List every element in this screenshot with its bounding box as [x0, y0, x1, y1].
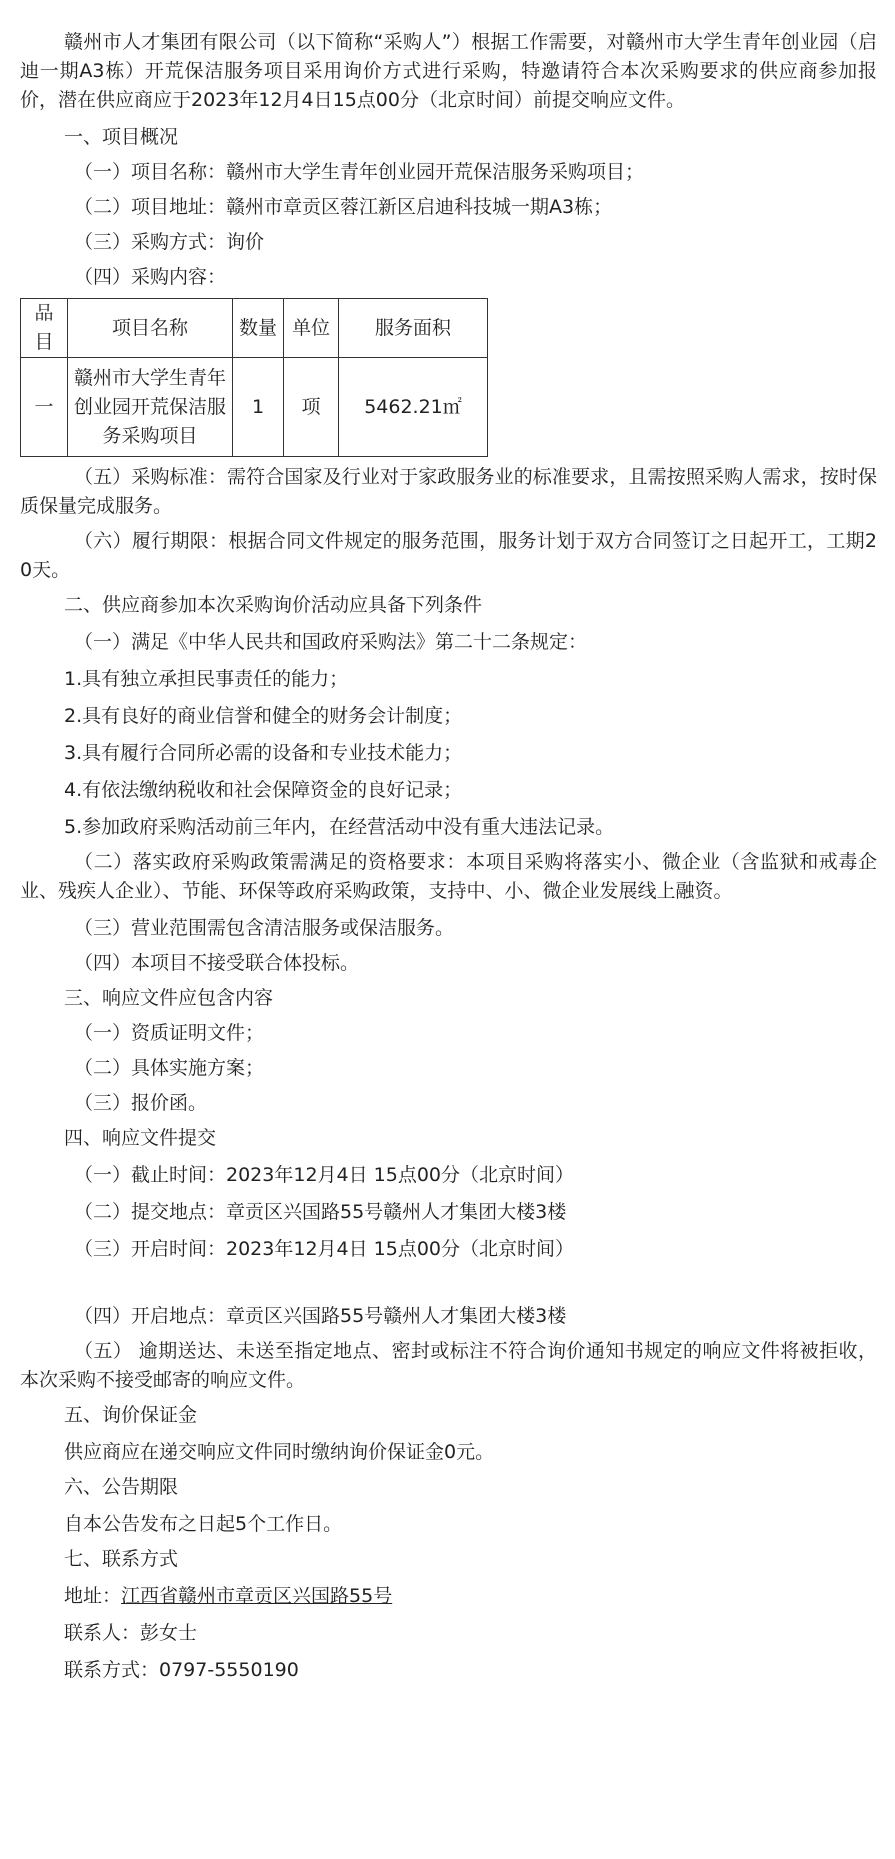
performance-period: （六）履行期限：根据合同文件规定的服务范围，服务计划于双方合同签订之日起开工，工期20天。 — [20, 530, 877, 581]
business-scope: （三）营业范围需包含清洁服务或保洁服务。 — [74, 917, 455, 939]
intro-paragraph: 赣州市人才集团有限公司（以下简称“采购人”）根据工作需要，对赣州市大学生青年创业园（启迪一期A3栋）开荒保洁服务项目采用询价方式进行采购，特邀请符合本次采购要求的供应商参加报价，潜在供应商应于2023年12月4日15点00分（北京时间）前提交响应文件。 — [20, 31, 877, 111]
procurement-table — [20, 298, 488, 457]
section-heading-deposit: 五、询价保证金 — [64, 1404, 198, 1426]
procurement-content: （四）采购内容： — [74, 266, 227, 288]
address-link[interactable]: 江西省赣州市章贡区兴国路55号 — [121, 1585, 393, 1607]
rejection-note: （五） 逾期送达、未送至指定地点、密封或标注不符合询价通知书规定的响应文件将被拒收，本次采购不接受邮寄的响应文件。 — [20, 1340, 877, 1391]
law-requirement: （一）满足《中华人民共和国政府采购法》第二十二条规定： — [74, 631, 588, 653]
section-heading-conditions: 二、供应商参加本次采购询价活动应具备下列条件 — [64, 594, 483, 616]
table-cell: 赣州市大学生青年创业园开荒保洁服务采购项目 — [68, 358, 233, 457]
table-cell: 项 — [284, 358, 339, 457]
table-cell: 5462.21㎡ — [339, 358, 488, 457]
document-item: （三）报价函。 — [74, 1092, 208, 1114]
deposit-text: 供应商应在递交响应文件同时缴纳询价保证金0元。 — [64, 1441, 495, 1463]
table-row — [21, 358, 488, 457]
condition-item: 1.具有独立承担民事责任的能力； — [64, 668, 349, 690]
opening-place: （四）开启地点：章贡区兴国路55号赣州人才集团大楼3楼 — [74, 1305, 567, 1327]
document-item: （一）资质证明文件； — [74, 1022, 265, 1044]
condition-item: 3.具有履行合同所必需的设备和专业技术能力； — [64, 742, 463, 764]
table-header-cell: 品目 — [21, 299, 68, 358]
table-cell: 一 — [21, 358, 68, 457]
condition-item: 5.参加政府采购活动前三年内，在经营活动中没有重大违法记录。 — [64, 816, 615, 838]
contact-phone: 联系方式：0797-5550190 — [64, 1659, 299, 1681]
section-heading-overview: 一、项目概况 — [64, 126, 179, 148]
policy-requirement: （二）落实政府采购政策需满足的资格要求：本项目采购将落实小、微企业（含监狱和戒毒企业、残疾人企业）、节能、环保等政府采购政策，支持中、小、微企业发展线上融资。 — [20, 851, 877, 902]
section-heading-documents: 三、响应文件应包含内容 — [64, 987, 274, 1009]
procurement-method: （三）采购方式：询价 — [74, 231, 265, 253]
table-header-cell: 单位 — [284, 299, 339, 358]
opening-time: （三）开启时间：2023年12月4日 15点00分（北京时间） — [74, 1238, 575, 1260]
table-cell: 1 — [233, 358, 284, 457]
project-name: （一）项目名称：赣州市大学生青年创业园开荒保洁服务采购项目； — [74, 161, 645, 183]
procurement-standard: （五）采购标准：需符合国家及行业对于家政服务业的标准要求，且需按照采购人需求，按时保质保量完成服务。 — [20, 466, 877, 517]
section-heading-contact: 七、联系方式 — [64, 1548, 179, 1570]
table-header-cell: 数量 — [233, 299, 284, 358]
submission-place: （二）提交地点：章贡区兴国路55号赣州人才集团大楼3楼 — [74, 1201, 567, 1223]
blank-spacer — [20, 1264, 877, 1302]
table-header-row — [21, 299, 488, 358]
submission-deadline: （一）截止时间：2023年12月4日 15点00分（北京时间） — [74, 1164, 575, 1186]
address-label: 地址： — [64, 1585, 122, 1607]
table-header-cell: 项目名称 — [68, 299, 233, 358]
table-header-cell: 服务面积 — [339, 299, 488, 358]
period-text: 自本公告发布之日起5个工作日。 — [64, 1513, 343, 1535]
contact-person: 联系人：彭女士 — [64, 1622, 198, 1644]
condition-item: 4.有依法缴纳税收和社会保障资金的良好记录； — [64, 779, 463, 801]
consortium-note: （四）本项目不接受联合体投标。 — [74, 952, 360, 974]
project-address: （二）项目地址：赣州市章贡区蓉江新区启迪科技城一期A3栋； — [74, 196, 613, 218]
document-item: （二）具体实施方案； — [74, 1057, 265, 1079]
contact-address — [20, 1582, 877, 1611]
section-heading-submission: 四、响应文件提交 — [64, 1127, 217, 1149]
condition-item: 2.具有良好的商业信誉和健全的财务会计制度； — [64, 705, 463, 727]
section-heading-period: 六、公告期限 — [64, 1476, 179, 1498]
